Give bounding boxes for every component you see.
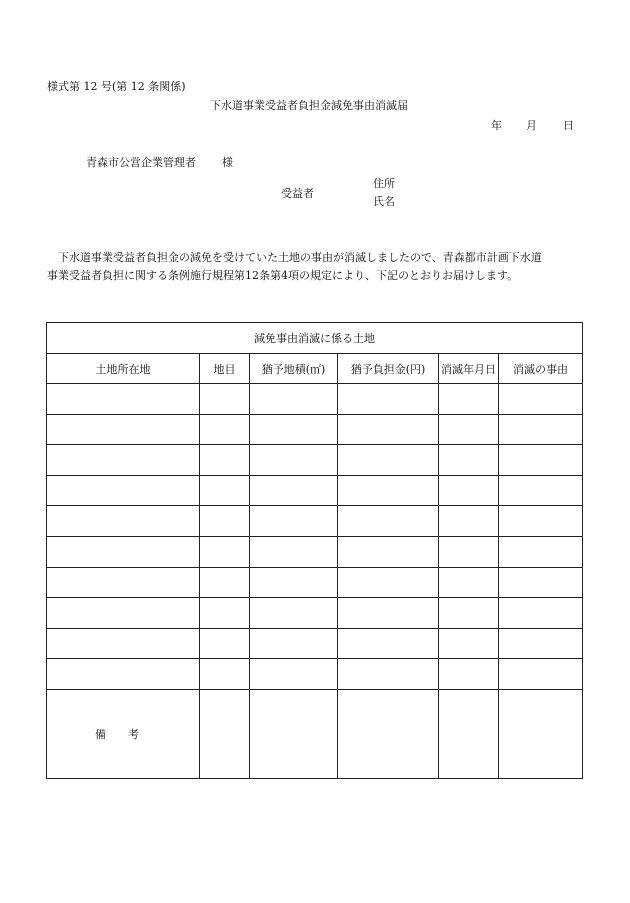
cell-expiry-date[interactable] [439,567,499,598]
cell-expiry-reason[interactable] [499,536,583,567]
table-row [47,628,583,659]
cell-deferred-charge[interactable] [338,506,439,537]
cell-land-location[interactable] [47,414,200,445]
cell-expiry-reason[interactable] [499,659,583,690]
cell-land-location[interactable] [47,475,200,506]
cell-land-location[interactable] [47,628,200,659]
cell-deferred-charge[interactable] [338,414,439,445]
cell-deferred-charge[interactable] [338,384,439,415]
remarks-label: 備考 [47,689,200,778]
cell-deferred-area[interactable] [250,567,338,598]
cell-land-category[interactable] [200,567,250,598]
cell-expiry-reason[interactable] [499,598,583,629]
header-land-location: 土地所在地 [47,354,200,384]
cell-expiry-reason[interactable] [499,445,583,476]
table-row [47,384,583,415]
cell-land-location[interactable] [47,598,200,629]
cell-expiry-reason[interactable] [499,567,583,598]
cell-land-category[interactable] [200,414,250,445]
cell-land-location[interactable] [47,536,200,567]
cell-expiry-date[interactable] [439,475,499,506]
table-row [47,567,583,598]
cell-land-category[interactable] [200,659,250,690]
cell-expiry-date[interactable] [439,536,499,567]
header-expiry-date: 消滅年月日 [439,354,499,384]
cell-expiry-reason[interactable] [499,475,583,506]
cell-deferred-charge[interactable] [338,628,439,659]
remarks-cell[interactable] [499,689,583,778]
cell-land-location[interactable] [47,659,200,690]
cell-expiry-date[interactable] [439,628,499,659]
cell-deferred-charge[interactable] [338,536,439,567]
cell-land-category[interactable] [200,598,250,629]
cell-land-location[interactable] [47,567,200,598]
table-row [47,445,583,476]
header-expiry-reason: 消滅の事由 [499,354,583,384]
cell-expiry-reason[interactable] [499,628,583,659]
cell-deferred-area[interactable] [250,414,338,445]
addressee-honorific: 様 [222,156,233,169]
cell-land-location[interactable] [47,384,200,415]
document-title: 下水道事業受益者負担金減免事由消滅届 [210,99,408,112]
cell-expiry-date[interactable] [439,414,499,445]
cell-deferred-charge[interactable] [338,567,439,598]
cell-deferred-area[interactable] [250,628,338,659]
cell-expiry-date[interactable] [439,598,499,629]
cell-deferred-area[interactable] [250,659,338,690]
form-number: 様式第 12 号(第 12 条関係) [47,80,186,93]
cell-deferred-area[interactable] [250,475,338,506]
table-row [47,536,583,567]
table-row [47,414,583,445]
cell-land-category[interactable] [200,384,250,415]
cell-land-category[interactable] [200,506,250,537]
cell-expiry-reason[interactable] [499,506,583,537]
table-caption: 減免事由消滅に係る土地 [47,323,583,354]
cell-deferred-charge[interactable] [338,475,439,506]
date-year-label: 年 [491,119,502,132]
cell-deferred-area[interactable] [250,536,338,567]
cell-expiry-date[interactable] [439,506,499,537]
cell-land-category[interactable] [200,628,250,659]
land-table [46,322,583,779]
remarks-row [47,689,583,778]
table-row [47,598,583,629]
table-row [47,659,583,690]
cell-expiry-reason[interactable] [499,384,583,415]
cell-land-category[interactable] [200,445,250,476]
cell-deferred-area[interactable] [250,384,338,415]
remarks-cell[interactable] [439,689,499,778]
header-deferred-area: 猶予地積(㎡) [250,354,338,384]
remarks-cell[interactable] [250,689,338,778]
table-row [47,506,583,537]
remarks-cell[interactable] [200,689,250,778]
body-text-line-1: 下水道事業受益者負担金の減免を受けていた土地の事由が消滅しましたので、青森都市計画下水道 [58,251,542,264]
cell-deferred-charge[interactable] [338,598,439,629]
cell-land-category[interactable] [200,536,250,567]
header-deferred-charge: 猶予負担金(円) [338,354,439,384]
address-label: 住所 [373,177,395,190]
cell-land-location[interactable] [47,445,200,476]
cell-deferred-area[interactable] [250,506,338,537]
date-day-label: 日 [563,119,574,132]
cell-expiry-date[interactable] [439,384,499,415]
cell-expiry-reason[interactable] [499,414,583,445]
cell-deferred-area[interactable] [250,598,338,629]
cell-expiry-date[interactable] [439,445,499,476]
cell-deferred-area[interactable] [250,445,338,476]
cell-deferred-charge[interactable] [338,445,439,476]
name-label: 氏名 [373,195,395,208]
remarks-cell[interactable] [338,689,439,778]
addressee-name: 青森市公営企業管理者 [86,156,196,169]
table-row [47,475,583,506]
cell-land-category[interactable] [200,475,250,506]
beneficiary-label: 受益者 [281,187,314,200]
cell-deferred-charge[interactable] [338,659,439,690]
header-land-category: 地目 [200,354,250,384]
cell-land-location[interactable] [47,506,200,537]
body-text-line-2: 事業受益者負担に関する条例施行規程第12条第4項の規定により、下記のとおりお届けします。 [47,269,519,282]
cell-expiry-date[interactable] [439,659,499,690]
date-month-label: 月 [526,119,537,132]
